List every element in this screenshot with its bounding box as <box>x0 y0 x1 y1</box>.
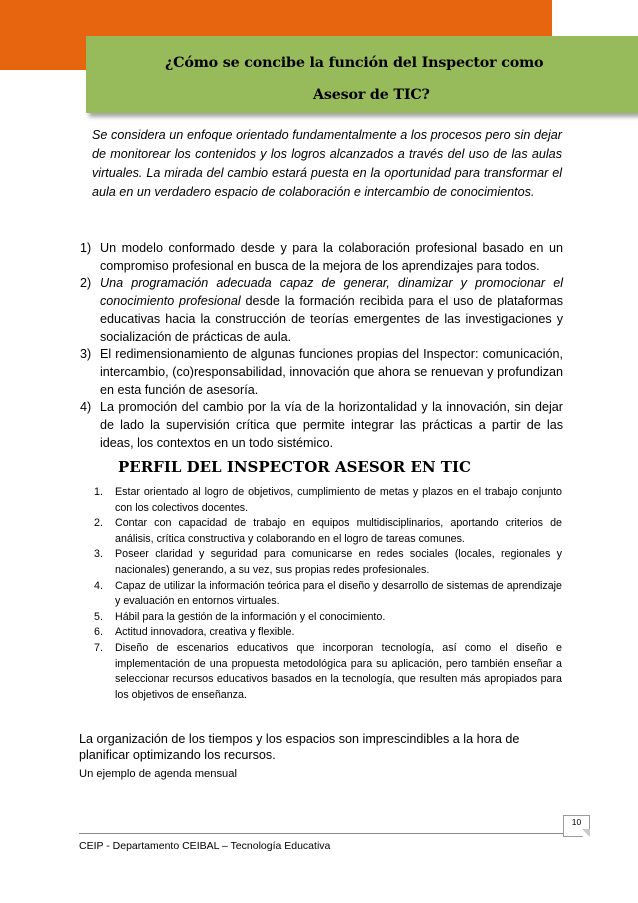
list-item <box>94 547 562 578</box>
closing-paragraph: La organización de los tiempos y los espacios son imprescindibles a la hora de planificar optimizando los recursos. <box>79 732 520 762</box>
page-corner-fold <box>582 829 590 837</box>
footer-divider <box>79 833 563 834</box>
concept-list <box>80 240 563 452</box>
list-item-text: desde la formación recibida para el uso de plataformas educativas hacia la construcción de teorías emergentes de las investigaciones y socialización de prácticas de aula. <box>100 294 563 344</box>
list-item-number: 7. <box>94 641 103 654</box>
page-title-line-1: ¿Cómo se concibe la función del Inspector como <box>165 55 544 71</box>
list-item-text: Actitud innovadora, creativa y flexible. <box>115 626 295 639</box>
profile-list <box>94 485 562 703</box>
list-item-number: 4) <box>80 400 92 415</box>
list-item <box>94 610 562 626</box>
list-item-number: 5. <box>94 610 103 623</box>
intro-paragraph: Se considera un enfoque orientado fundamentalmente a los procesos pero sin dejar de monitorear los contenidos y los logros alcanzados a través del uso de las aulas virtuales. La mirada del cambio estará puesta en la oportunidad para transformar el aula en un verdadero espacio de colaboración e intercambio de conocimientos. <box>92 128 562 199</box>
list-item-number: 6. <box>94 626 103 639</box>
list-item <box>94 579 562 610</box>
list-item-number: 2) <box>80 276 92 291</box>
page-number: 10 <box>571 817 582 827</box>
list-item <box>94 516 562 547</box>
list-item-number: 1) <box>80 241 92 255</box>
list-item <box>80 346 563 399</box>
list-item-text: Estar orientado al logro de objetivos, cumplimiento de metas y plazos en el trabajo conjunto con los colectivos docentes. <box>115 486 562 514</box>
list-item <box>80 275 563 346</box>
list-item-text: Diseño de escenarios educativos que incorporan tecnología, así como el diseño e implementación de una propuesta metodológica para su aplicación, pero también enseñar a seleccionar recursos educativos basados en la tecnología, que resulten más apropiados para los objetivos de enseñanza. <box>115 641 562 701</box>
list-item-number: 3) <box>80 347 92 362</box>
list-item-text: Capaz de utilizar la información teórica para el diseño y desarrollo de sistemas de aprendizaje y evaluación en entornos virtuales. <box>115 579 562 608</box>
list-item-text: La promoción del cambio por la vía de la horizontalidad y la innovación, sin dejar de lado la supervisión crítica que permite integrar las prácticas a partir de las ideas, los contextos en un todo sistémico. <box>100 400 563 450</box>
list-item-number: 2. <box>94 517 103 530</box>
list-item-text: Contar con capacidad de trabajo en equipos multidisciplinarios, aportando criterios de análisis, crítica constructiva y colaborando en el logro de tareas comunes. <box>115 517 562 545</box>
page-title-line-2: Asesor de TIC? <box>313 87 430 103</box>
list-item-number: 1. <box>94 486 103 498</box>
list-item-text: Un modelo conformado desde y para la colaboración profesional basado en un compromiso profesional en busca de la mejora de los aprendizajes para todos. <box>100 241 563 273</box>
list-item <box>94 641 562 703</box>
profile-heading: PERFIL DEL INSPECTOR ASESOR EN TIC <box>118 458 471 476</box>
list-item <box>94 485 562 516</box>
list-item <box>94 625 562 641</box>
example-caption: Un ejemplo de agenda mensual <box>79 768 237 780</box>
footer-text: CEIP - Departamento CEIBAL – Tecnología Educativa <box>79 840 331 852</box>
list-item-text: El redimensionamiento de algunas funciones propias del Inspector: comunicación, intercambio, (co)responsabilidad, innovación que ahora se renuevan y profundizan en esta función de asesoría. <box>100 347 563 397</box>
list-item-text: Hábil para la gestión de la información y el conocimiento. <box>115 610 386 623</box>
list-item <box>80 399 563 452</box>
list-item-number: 3. <box>94 548 103 561</box>
list-item-text: Poseer claridad y seguridad para comunicarse en redes sociales (locales, regionales y nacionales) generando, a su vez, sus propias redes profesionales. <box>115 548 562 576</box>
list-item <box>80 240 563 275</box>
list-item-number: 4. <box>94 579 103 592</box>
list-item-emphasis: Una programación adecuada capaz de generar, dinamizar y promocionar el conocimiento profesional <box>100 276 563 309</box>
